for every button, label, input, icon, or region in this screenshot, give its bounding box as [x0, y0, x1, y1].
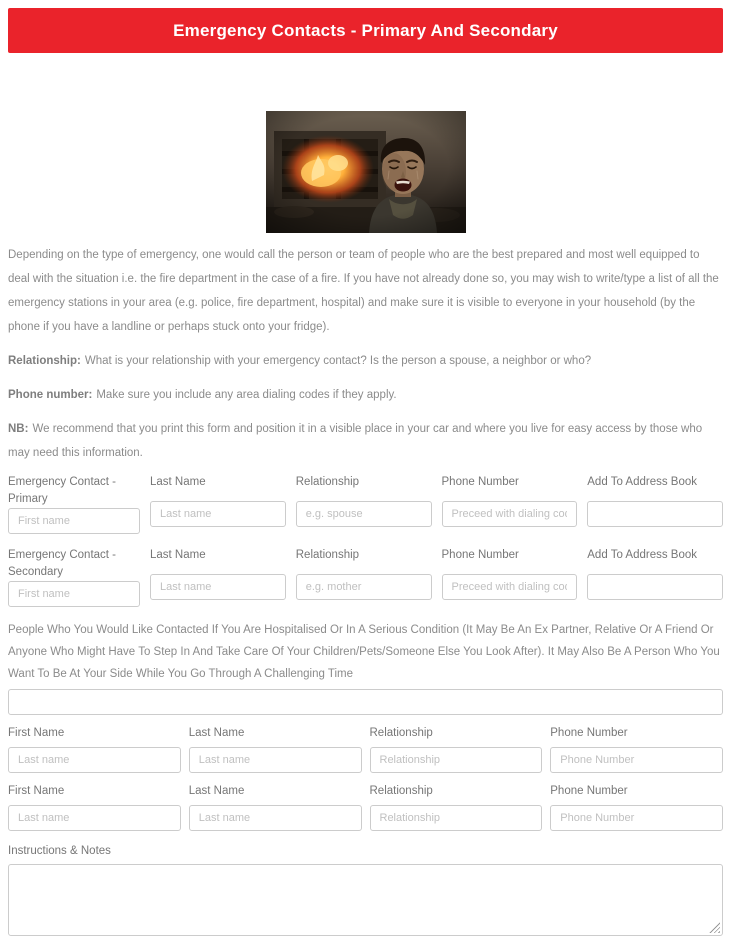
page-title: Emergency Contacts - Primary And Secondary: [173, 20, 558, 40]
form-header: [8, 8, 723, 53]
primary-last-name-input[interactable]: [150, 501, 286, 527]
primary-first-name-input[interactable]: [8, 508, 140, 534]
crying-child-fire-image: [266, 111, 466, 233]
primary-phone-field: [442, 473, 578, 534]
hc2-last-name-label: Last Name: [188, 785, 245, 797]
hc1-phone-input[interactable]: [550, 747, 723, 773]
hc2-phone-field: [550, 783, 723, 831]
note-relationship-label: Relationship:: [8, 355, 81, 367]
secondary-address-book-label: Add To Address Book: [587, 549, 697, 561]
primary-contact-row: [8, 473, 723, 534]
hospital-contact-row-1: [8, 725, 723, 773]
secondary-last-name-input[interactable]: [150, 574, 286, 600]
instructions-notes-textarea[interactable]: [8, 864, 723, 936]
primary-phone-label: Phone Number: [441, 476, 519, 488]
hc2-first-name-input[interactable]: [8, 805, 181, 831]
secondary-address-book-field: [587, 546, 723, 607]
hc1-phone-field: [550, 725, 723, 773]
hc2-first-name-label: First Name: [8, 785, 65, 797]
intro-paragraph: Depending on the type of emergency, one would call the person or team of people who are the best prepared and most well equipped to deal with the situation i.e. the fire department in the case of a fire. If you have not already done so, you may wish to write/type a list of all the emergency stations in your area (e.g. police, fire department, hospital) and make sure it is visible to everyone in your household (by the phone if you have a landline or perhaps stuck onto your fridge).: [8, 249, 719, 333]
hc2-phone-input[interactable]: [550, 805, 723, 831]
primary-last-name-label: Last Name: [150, 476, 206, 488]
note-nb: [8, 417, 723, 465]
hospital-contact-row-2: [8, 783, 723, 831]
note-nb-text: We recommend that you print this form and position it in a visible place in your car and where you live for easy access by those who may need this information.: [8, 423, 703, 459]
secondary-phone-field: [442, 546, 578, 607]
note-phone-number: [8, 383, 723, 407]
primary-relationship-input[interactable]: [296, 501, 432, 527]
hc1-phone-label: Phone Number: [550, 727, 628, 739]
note-phone-number-text: Make sure you include any area dialing codes if they apply.: [96, 389, 397, 401]
primary-address-book-label: Add To Address Book: [587, 476, 697, 488]
primary-relationship-label: Relationship: [295, 476, 360, 488]
hc1-last-name-field: [189, 725, 362, 773]
hospitalised-contacts-description: People Who You Would Like Contacted If You Are Hospitalised Or In A Serious Condition (It May Be An Ex Partner, Relative Or A Friend Or Anyone Who Might Have To Step In And Take Care Of Your Children/Pets/Someone Else You Look After). It May Also Be A Person Who You Want To Be At Your Side While You Go Through A Challenging Time: [8, 624, 720, 680]
secondary-relationship-input[interactable]: [296, 574, 432, 600]
hc2-first-name-field: [8, 783, 181, 831]
hospitalised-contacts-input[interactable]: [8, 689, 723, 715]
hc2-relationship-field: [370, 783, 543, 831]
hc1-relationship-field: [370, 725, 543, 773]
hc1-first-name-field: [8, 725, 181, 773]
hero-image-container: [0, 111, 731, 233]
secondary-contact-label: Emergency Contact - Secondary: [8, 549, 117, 578]
hc2-phone-label: Phone Number: [550, 785, 628, 797]
secondary-relationship-field: [296, 546, 432, 607]
secondary-phone-label: Phone Number: [441, 549, 519, 561]
secondary-last-name-label: Last Name: [150, 549, 206, 561]
primary-contact-label: Emergency Contact - Primary: [8, 476, 117, 505]
secondary-last-name-field: [150, 546, 286, 607]
note-phone-number-label: Phone number:: [8, 389, 93, 401]
note-nb-label: NB:: [8, 423, 29, 435]
hc1-last-name-label: Last Name: [188, 727, 245, 739]
primary-relationship-field: [296, 473, 432, 534]
note-relationship-text: What is your relationship with your emergency contact? Is the person a spouse, a neighbor or who?: [84, 355, 592, 367]
hc1-relationship-input[interactable]: [370, 747, 543, 773]
instructions-notes-label: Instructions & Notes: [8, 845, 111, 857]
primary-first-name-field: [8, 473, 140, 534]
primary-last-name-field: [150, 473, 286, 534]
secondary-relationship-label: Relationship: [295, 549, 360, 561]
secondary-contact-row: [8, 546, 723, 607]
hc2-last-name-field: [189, 783, 362, 831]
primary-phone-input[interactable]: [442, 501, 578, 527]
primary-address-book-field: [587, 473, 723, 534]
hc1-relationship-label: Relationship: [369, 727, 433, 739]
hc1-last-name-input[interactable]: [189, 747, 362, 773]
hc2-relationship-input[interactable]: [370, 805, 543, 831]
hc1-first-name-label: First Name: [8, 727, 65, 739]
secondary-first-name-field: [8, 546, 140, 607]
hc2-last-name-input[interactable]: [189, 805, 362, 831]
hc1-first-name-input[interactable]: [8, 747, 181, 773]
secondary-phone-input[interactable]: [442, 574, 578, 600]
primary-address-book-input[interactable]: [587, 501, 723, 527]
secondary-first-name-input[interactable]: [8, 581, 140, 607]
note-relationship: [8, 349, 723, 373]
form-body: [0, 243, 731, 936]
hc2-relationship-label: Relationship: [369, 785, 433, 797]
secondary-address-book-input[interactable]: [587, 574, 723, 600]
